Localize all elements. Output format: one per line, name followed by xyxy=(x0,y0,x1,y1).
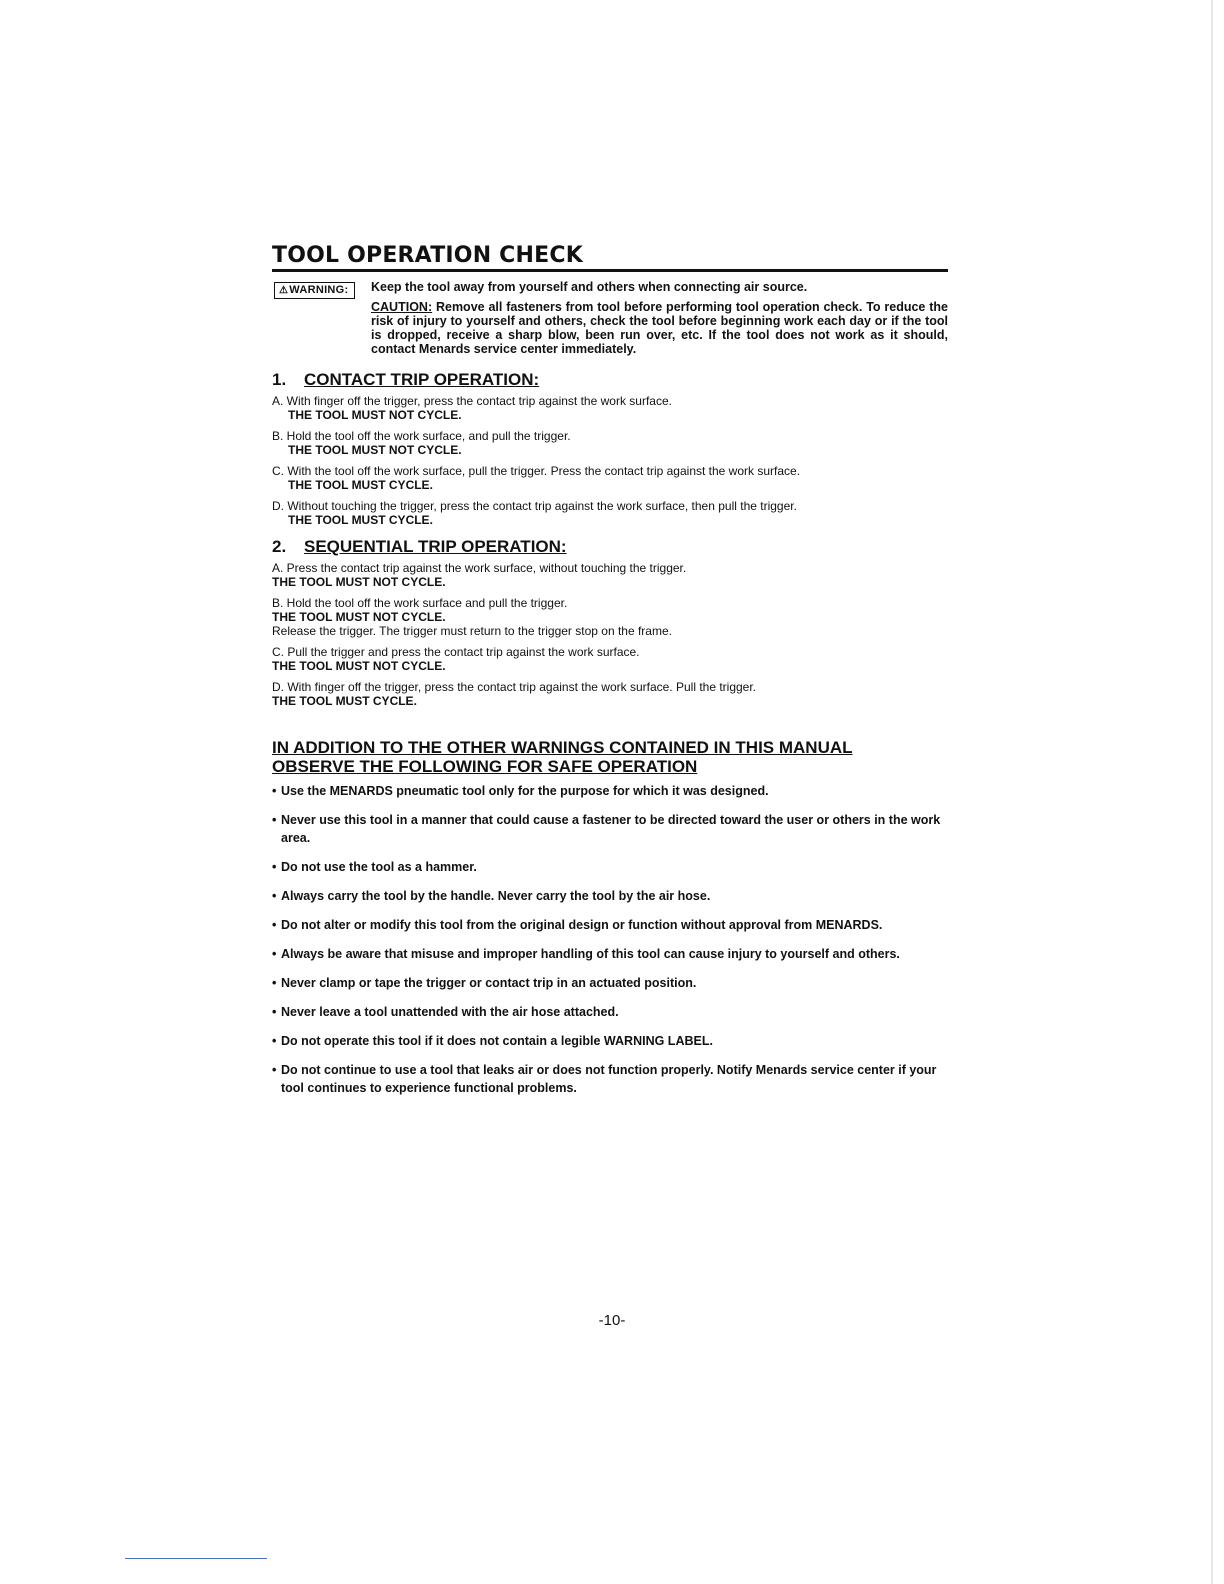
warning-block xyxy=(272,280,948,360)
warning-triangle-icon: ⚠ xyxy=(279,285,289,296)
step-extra-note: Release the trigger. The trigger must return to the trigger stop on the frame. xyxy=(272,624,672,638)
step-description: A. With finger off the trigger, press the contact trip against the work surface. xyxy=(272,394,672,408)
contact-step-d xyxy=(272,499,948,527)
list-item xyxy=(272,782,948,800)
caution-label: CAUTION: xyxy=(371,300,433,314)
step-description: D. With finger off the trigger, press the contact trip against the work surface. Pull the trigger. xyxy=(272,680,757,694)
safe-operation-list xyxy=(272,782,948,1097)
list-item xyxy=(272,945,948,963)
sequential-trip-heading xyxy=(272,537,948,557)
contact-step-a xyxy=(272,394,948,422)
bullet-icon: • xyxy=(272,976,277,990)
step-description: B. Hold the tool off the work surface and pull the trigger. xyxy=(272,596,568,610)
bullet-icon: • xyxy=(272,947,277,961)
step-result: THE TOOL MUST CYCLE. xyxy=(288,513,433,527)
title-rule xyxy=(272,269,948,272)
warning-keep-away: Keep the tool away from yourself and others when connecting air source. xyxy=(371,280,808,294)
footer-line xyxy=(125,1558,267,1559)
section-heading-text: SEQUENTIAL TRIP OPERATION: xyxy=(304,537,567,556)
step-description: B. Hold the tool off the work surface, and pull the trigger. xyxy=(272,429,571,443)
bullet-icon: • xyxy=(272,784,277,798)
list-item xyxy=(272,858,948,876)
sequential-step-c xyxy=(272,645,948,673)
list-item-text: Never leave a tool unattended with the air hose attached. xyxy=(281,1005,619,1019)
page-number: -10- xyxy=(598,1312,626,1329)
caution-paragraph xyxy=(371,300,948,356)
step-description: D. Without touching the trigger, press the contact trip against the work surface, then pull the trigger. xyxy=(272,499,797,513)
sequential-trip-section xyxy=(272,537,948,708)
bullet-icon: • xyxy=(272,813,277,827)
bullet-icon: • xyxy=(272,1063,277,1077)
list-item xyxy=(272,1032,948,1050)
list-item-text: Always carry the tool by the handle. Never carry the tool by the air hose. xyxy=(281,889,711,903)
list-item-text: Never clamp or tape the trigger or contact trip in an actuated position. xyxy=(281,976,697,990)
bullet-icon: • xyxy=(272,918,277,932)
list-item xyxy=(272,1061,948,1097)
bullet-icon: • xyxy=(272,860,277,874)
sequential-step-a xyxy=(272,561,948,589)
warning-badge xyxy=(274,282,355,299)
list-item-text: Do not alter or modify this tool from the original design or function without approval from MENARDS. xyxy=(281,918,883,932)
step-result: THE TOOL MUST CYCLE. xyxy=(272,694,417,708)
bullet-icon: • xyxy=(272,1005,277,1019)
step-description: A. Press the contact trip against the work surface, without touching the trigger. xyxy=(272,561,687,575)
sequential-step-b xyxy=(272,596,948,638)
warning-text xyxy=(371,280,948,356)
contact-trip-section xyxy=(272,370,948,527)
safe-operation-heading-line1: IN ADDITION TO THE OTHER WARNINGS CONTAINED IN THIS MANUAL xyxy=(272,738,853,757)
contact-trip-heading xyxy=(272,370,948,390)
list-item xyxy=(272,811,948,847)
list-item-text: Do not operate this tool if it does not contain a legible WARNING LABEL. xyxy=(281,1034,713,1048)
step-result: THE TOOL MUST CYCLE. xyxy=(288,478,433,492)
step-result: THE TOOL MUST NOT CYCLE. xyxy=(288,408,462,422)
list-item-text: Always be aware that misuse and improper handling of this tool can cause injury to yourself and others. xyxy=(281,947,900,961)
step-result: THE TOOL MUST NOT CYCLE. xyxy=(288,443,462,457)
warning-badge-label: WARNING: xyxy=(289,284,349,296)
section-number: 1. xyxy=(272,370,287,389)
sequential-step-d xyxy=(272,680,948,708)
bullet-icon: • xyxy=(272,1034,277,1048)
safe-operation-heading-line2: OBSERVE THE FOLLOWING FOR SAFE OPERATION xyxy=(272,757,698,776)
step-result: THE TOOL MUST NOT CYCLE. xyxy=(272,659,446,673)
page-title: TOOL OPERATION CHECK xyxy=(272,243,583,268)
safe-operation-heading xyxy=(272,738,948,776)
step-description: C. Pull the trigger and press the contact trip against the work surface. xyxy=(272,645,640,659)
contact-step-c xyxy=(272,464,948,492)
list-item xyxy=(272,916,948,934)
step-result: THE TOOL MUST NOT CYCLE. xyxy=(272,575,446,589)
list-item xyxy=(272,887,948,905)
list-item xyxy=(272,1003,948,1021)
manual-page xyxy=(272,243,948,1108)
list-item-text: Do not continue to use a tool that leaks air or does not function properly. Notify Menards service center if your tool continues to experience functional problems. xyxy=(281,1063,937,1095)
step-description: C. With the tool off the work surface, pull the trigger. Press the contact trip against the work surface. xyxy=(272,464,801,478)
scan-edge-line xyxy=(1211,0,1213,1584)
list-item xyxy=(272,974,948,992)
section-number: 2. xyxy=(272,537,287,556)
step-result: THE TOOL MUST NOT CYCLE. xyxy=(272,610,446,624)
list-item-text: Use the MENARDS pneumatic tool only for the purpose for which it was designed. xyxy=(281,784,769,798)
section-heading-text: CONTACT TRIP OPERATION: xyxy=(304,370,540,389)
list-item-text: Do not use the tool as a hammer. xyxy=(281,860,477,874)
bullet-icon: • xyxy=(272,889,277,903)
contact-step-b xyxy=(272,429,948,457)
list-item-text: Never use this tool in a manner that could cause a fastener to be directed toward the user or others in the work area. xyxy=(281,813,941,845)
caution-text: Remove all fasteners from tool before performing tool operation check. To reduce the risk of injury to yourself and others, check the tool before beginning work each day or if the tool is dropped, receive a sharp blow, been run over, etc. If the tool does not work as it should, contact Menards service center immediately. xyxy=(371,300,948,356)
